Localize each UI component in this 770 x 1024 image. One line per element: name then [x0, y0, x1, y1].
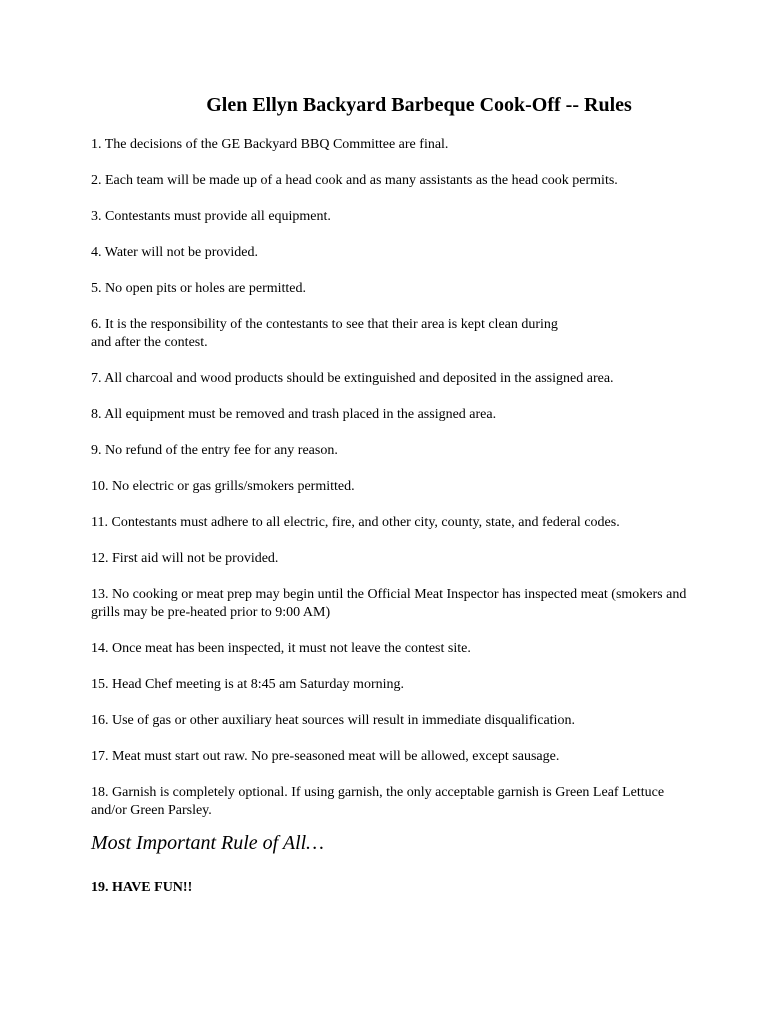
rule-item	[91, 712, 751, 730]
rule-item	[91, 172, 751, 190]
rule-text: 10. No electric or gas grills/smokers permitted.	[91, 479, 355, 494]
rule-text: 13. No cooking or meat prep may begin until the Official Meat Inspector has inspected meat (smokers and	[91, 587, 687, 602]
most-important-rule-heading: Most Important Rule of All…	[91, 832, 324, 854]
rule-item	[91, 586, 751, 622]
rule-item	[91, 370, 751, 388]
final-rule: 19. HAVE FUN!!	[91, 880, 193, 895]
rule-text: 2. Each team will be made up of a head cook and as many assistants as the head cook permits.	[91, 173, 618, 188]
rule-item	[91, 676, 751, 694]
rule-item	[91, 640, 751, 658]
rule-text: 8. All equipment must be removed and trash placed in the assigned area.	[91, 407, 497, 422]
rule-text: 4. Water will not be provided.	[91, 245, 258, 260]
rule-text: 6. It is the responsibility of the contestants to see that their area is kept clean during	[91, 317, 558, 332]
rule-text: 14. Once meat has been inspected, it must not leave the contest site.	[91, 641, 471, 656]
rule-item	[91, 136, 751, 154]
rule-text-continued: and/or Green Parsley.	[91, 803, 212, 818]
rule-text: 9. No refund of the entry fee for any reason.	[91, 443, 338, 458]
rules-list	[91, 136, 751, 838]
rule-text-continued: grills may be pre-heated prior to 9:00 AM)	[91, 605, 331, 620]
rule-item	[91, 208, 751, 226]
rule-text: 17. Meat must start out raw. No pre-seasoned meat will be allowed, except sausage.	[91, 749, 560, 764]
rule-item	[91, 316, 751, 352]
rule-text: 15. Head Chef meeting is at 8:45 am Saturday morning.	[91, 677, 404, 692]
rule-text: 11. Contestants must adhere to all electric, fire, and other city, county, state, and federal codes.	[91, 515, 620, 530]
rule-text: 5. No open pits or holes are permitted.	[91, 281, 307, 296]
rule-item	[91, 478, 751, 496]
document-title: Glen Ellyn Backyard Barbeque Cook-Off -- Rules	[206, 94, 632, 116]
rule-item	[91, 442, 751, 460]
rule-item	[91, 406, 751, 424]
rule-text: 18. Garnish is completely optional. If using garnish, the only acceptable garnish is Green Leaf Lettuce	[91, 785, 665, 800]
rule-item	[91, 514, 751, 532]
rule-item	[91, 244, 751, 262]
rule-text: 16. Use of gas or other auxiliary heat sources will result in immediate disqualification.	[91, 713, 576, 728]
rule-text: 3. Contestants must provide all equipment.	[91, 209, 331, 224]
rule-text-continued: and after the contest.	[91, 335, 208, 350]
rule-item	[91, 280, 751, 298]
rule-text: 12. First aid will not be provided.	[91, 551, 279, 566]
rule-item	[91, 748, 751, 766]
rule-text: 1. The decisions of the GE Backyard BBQ Committee are final.	[91, 137, 449, 152]
rule-text: 7. All charcoal and wood products should be extinguished and deposited in the assigned area.	[91, 371, 614, 386]
rule-item	[91, 784, 751, 820]
rule-item	[91, 550, 751, 568]
